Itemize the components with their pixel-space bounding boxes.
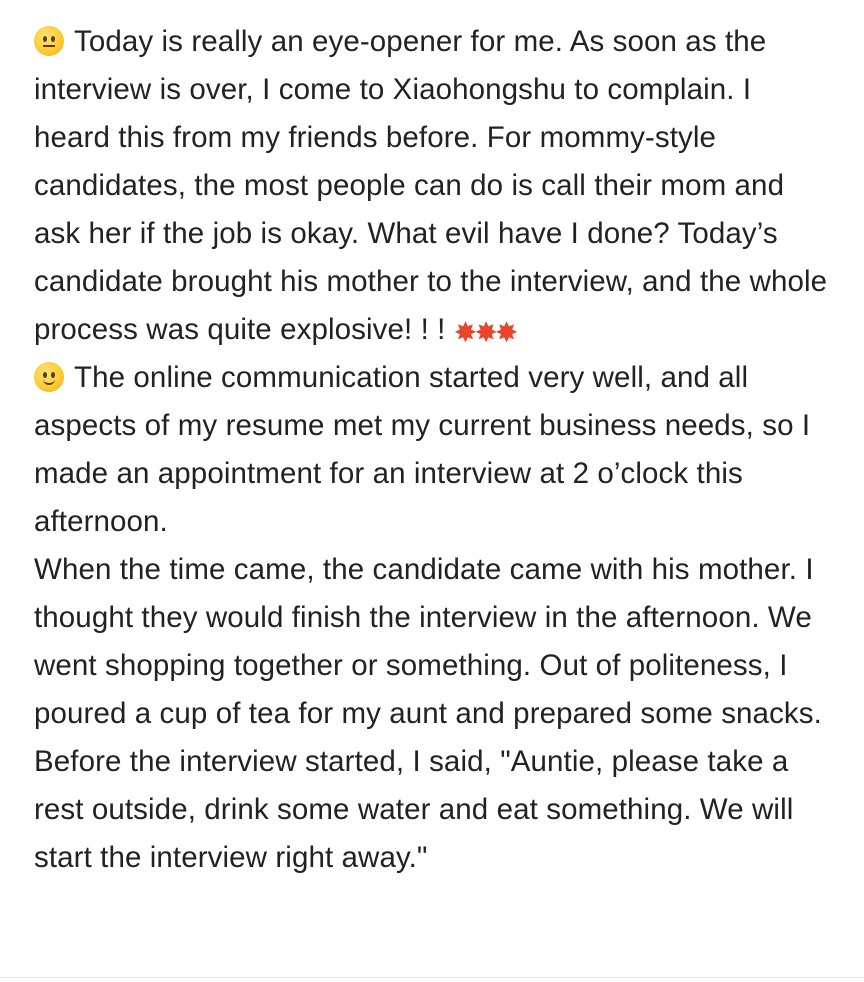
paragraph-3 <box>34 546 834 882</box>
slightly-smiling-face-icon <box>34 362 64 392</box>
paragraph-text: When the time came, the candidate came with his mother. I thought they would finish the interview in the afternoon. We went shopping together or something. Out of politeness, I poured a cup of tea for my aunt and prepared some snacks. Before the interview started, I said, "Auntie, please take a rest outside, drink some water and eat something. We will start the interview right away." <box>34 553 822 874</box>
paragraph-text: Today is really an eye-opener for me. As soon as the interview is over, I come to Xiaohongshu to complain. I heard this from my friends before. For mommy-style candidates, the most people can do is call their mom and ask her if the job is okay. What evil have I done? Today’s candidate brought his mother to the interview, and the whole process was quite explosive! ! ! <box>34 25 828 346</box>
divider <box>0 977 864 978</box>
collision-icon: ✸ <box>453 316 478 349</box>
collision-icon: ✸ <box>474 316 498 349</box>
post-body <box>34 18 834 882</box>
paragraph-1 <box>34 18 834 354</box>
collision-icon: ✸ <box>494 316 519 349</box>
paragraph-text: The online communication started very well, and all aspects of my resume met my current business needs, so I made an appointment for an interview at 2 o’clock this afternoon. <box>34 361 811 538</box>
paragraph-2 <box>34 354 834 546</box>
neutral-face-icon <box>34 26 64 56</box>
